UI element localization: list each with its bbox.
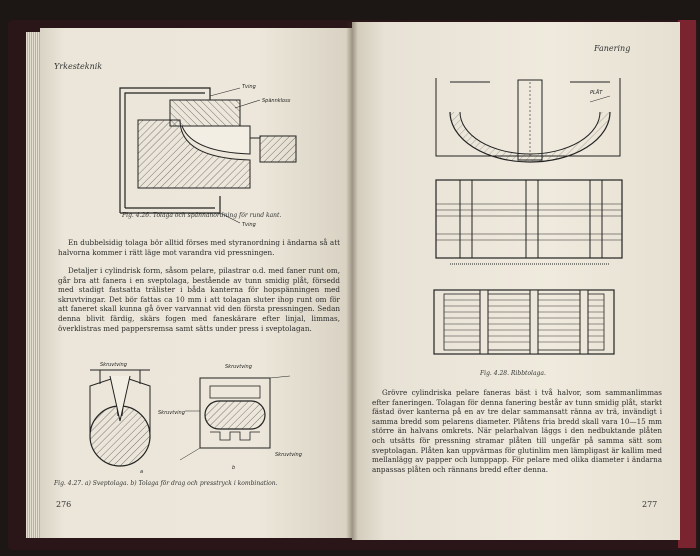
- label-skruvtving-b-top: Skruvtving: [225, 364, 252, 370]
- caption-fig-4-26: Fig. 4.26. Tolaga och spännanordning för rund kant.: [122, 212, 282, 219]
- label-skruvtving-b-bottom: Skruvtving: [275, 452, 302, 458]
- label-tving-bottom: Tving: [242, 222, 256, 228]
- caption-fig-4-28: Fig. 4.28. Ribbtolaga.: [480, 370, 546, 377]
- book-cover-edge: [678, 20, 696, 548]
- left-page: [40, 28, 352, 538]
- label-plat: PLÅT: [590, 90, 603, 96]
- label-tving-top: Tving: [242, 84, 256, 90]
- label-a: a: [140, 469, 144, 475]
- figure-ring-tolaga: [430, 72, 630, 172]
- label-skruvtving-a: Skruvtving: [100, 362, 127, 368]
- paragraph-1: En dubbelsidig tolaga bör alltid förses med styranordning i ändarna så att halvorna kommer i rätt läge mot varandra vid pressningen.: [58, 238, 340, 257]
- paragraph-right-1: Grövre cylindriska pelare faneras bäst i två halvor, som sammanlimmas efter faneringen. Tolagan för denna fanering består av tunn smidig plåt, starkt fästad över kanterna på en av tre delar sammansatt ränna av trä, invändigt i samma bredd som pelarens diameter. Plåtens fria bredd skall vara 10—15 mm större än halvans omkrets. När pelarhalvan läggs i den nedbuktande plåten och utsätts för pressning stramar plåten till ungefär på samma sätt som sveptolagan. Plåten kan uppvärmas för glutinlim men lämpligast är kallim med mellanlägg av papper och lumppapp. För pelare med olika diameter i ändarna anpassas plåten och rännans bredd efter denna.: [372, 388, 662, 474]
- label-skruvtving-b-left: Skruvtving: [158, 410, 185, 416]
- label-b: b: [232, 465, 236, 471]
- paragraph-2: Detaljer i cylindrisk form, såsom pelare, pilastrar o.d. med faner runt om, går bra att fanera i en sveptolaga, bestående av tunn smidig plåt, försedd med stadigt fastsatta trälister i båda kanterna för hopspänningen med skruvtvingar. Det bör fattas ca 10 mm i att tolagan sluter ihop runt om för att faneret skall kunna gå över varvannat vid den första pressningen. Sedan denna blivit färdig, skärs fogen med faneskärare efter linjal, limmas, överklistras med pappersremsa samt sätts under press i sveptolagan.: [58, 266, 340, 333]
- caption-fig-4-27: Fig. 4.27. a) Sveptolaga. b) Tolaga för drag och presstryck i kombination.: [54, 480, 278, 487]
- figure-slat-box: [430, 174, 630, 274]
- page-number-right: 277: [642, 500, 658, 509]
- figure-4-28-ribbtolaga: [430, 284, 630, 364]
- running-head-left: Yrkesteknik: [54, 62, 103, 71]
- book-gutter: [346, 22, 358, 540]
- figure-4-26: [100, 78, 310, 228]
- running-head-right: Fanering: [594, 44, 631, 53]
- page-number-left: 276: [56, 500, 72, 509]
- right-page: [352, 22, 680, 540]
- label-spannkloss: Spännkloss: [262, 98, 291, 104]
- figure-4-27: [60, 356, 340, 476]
